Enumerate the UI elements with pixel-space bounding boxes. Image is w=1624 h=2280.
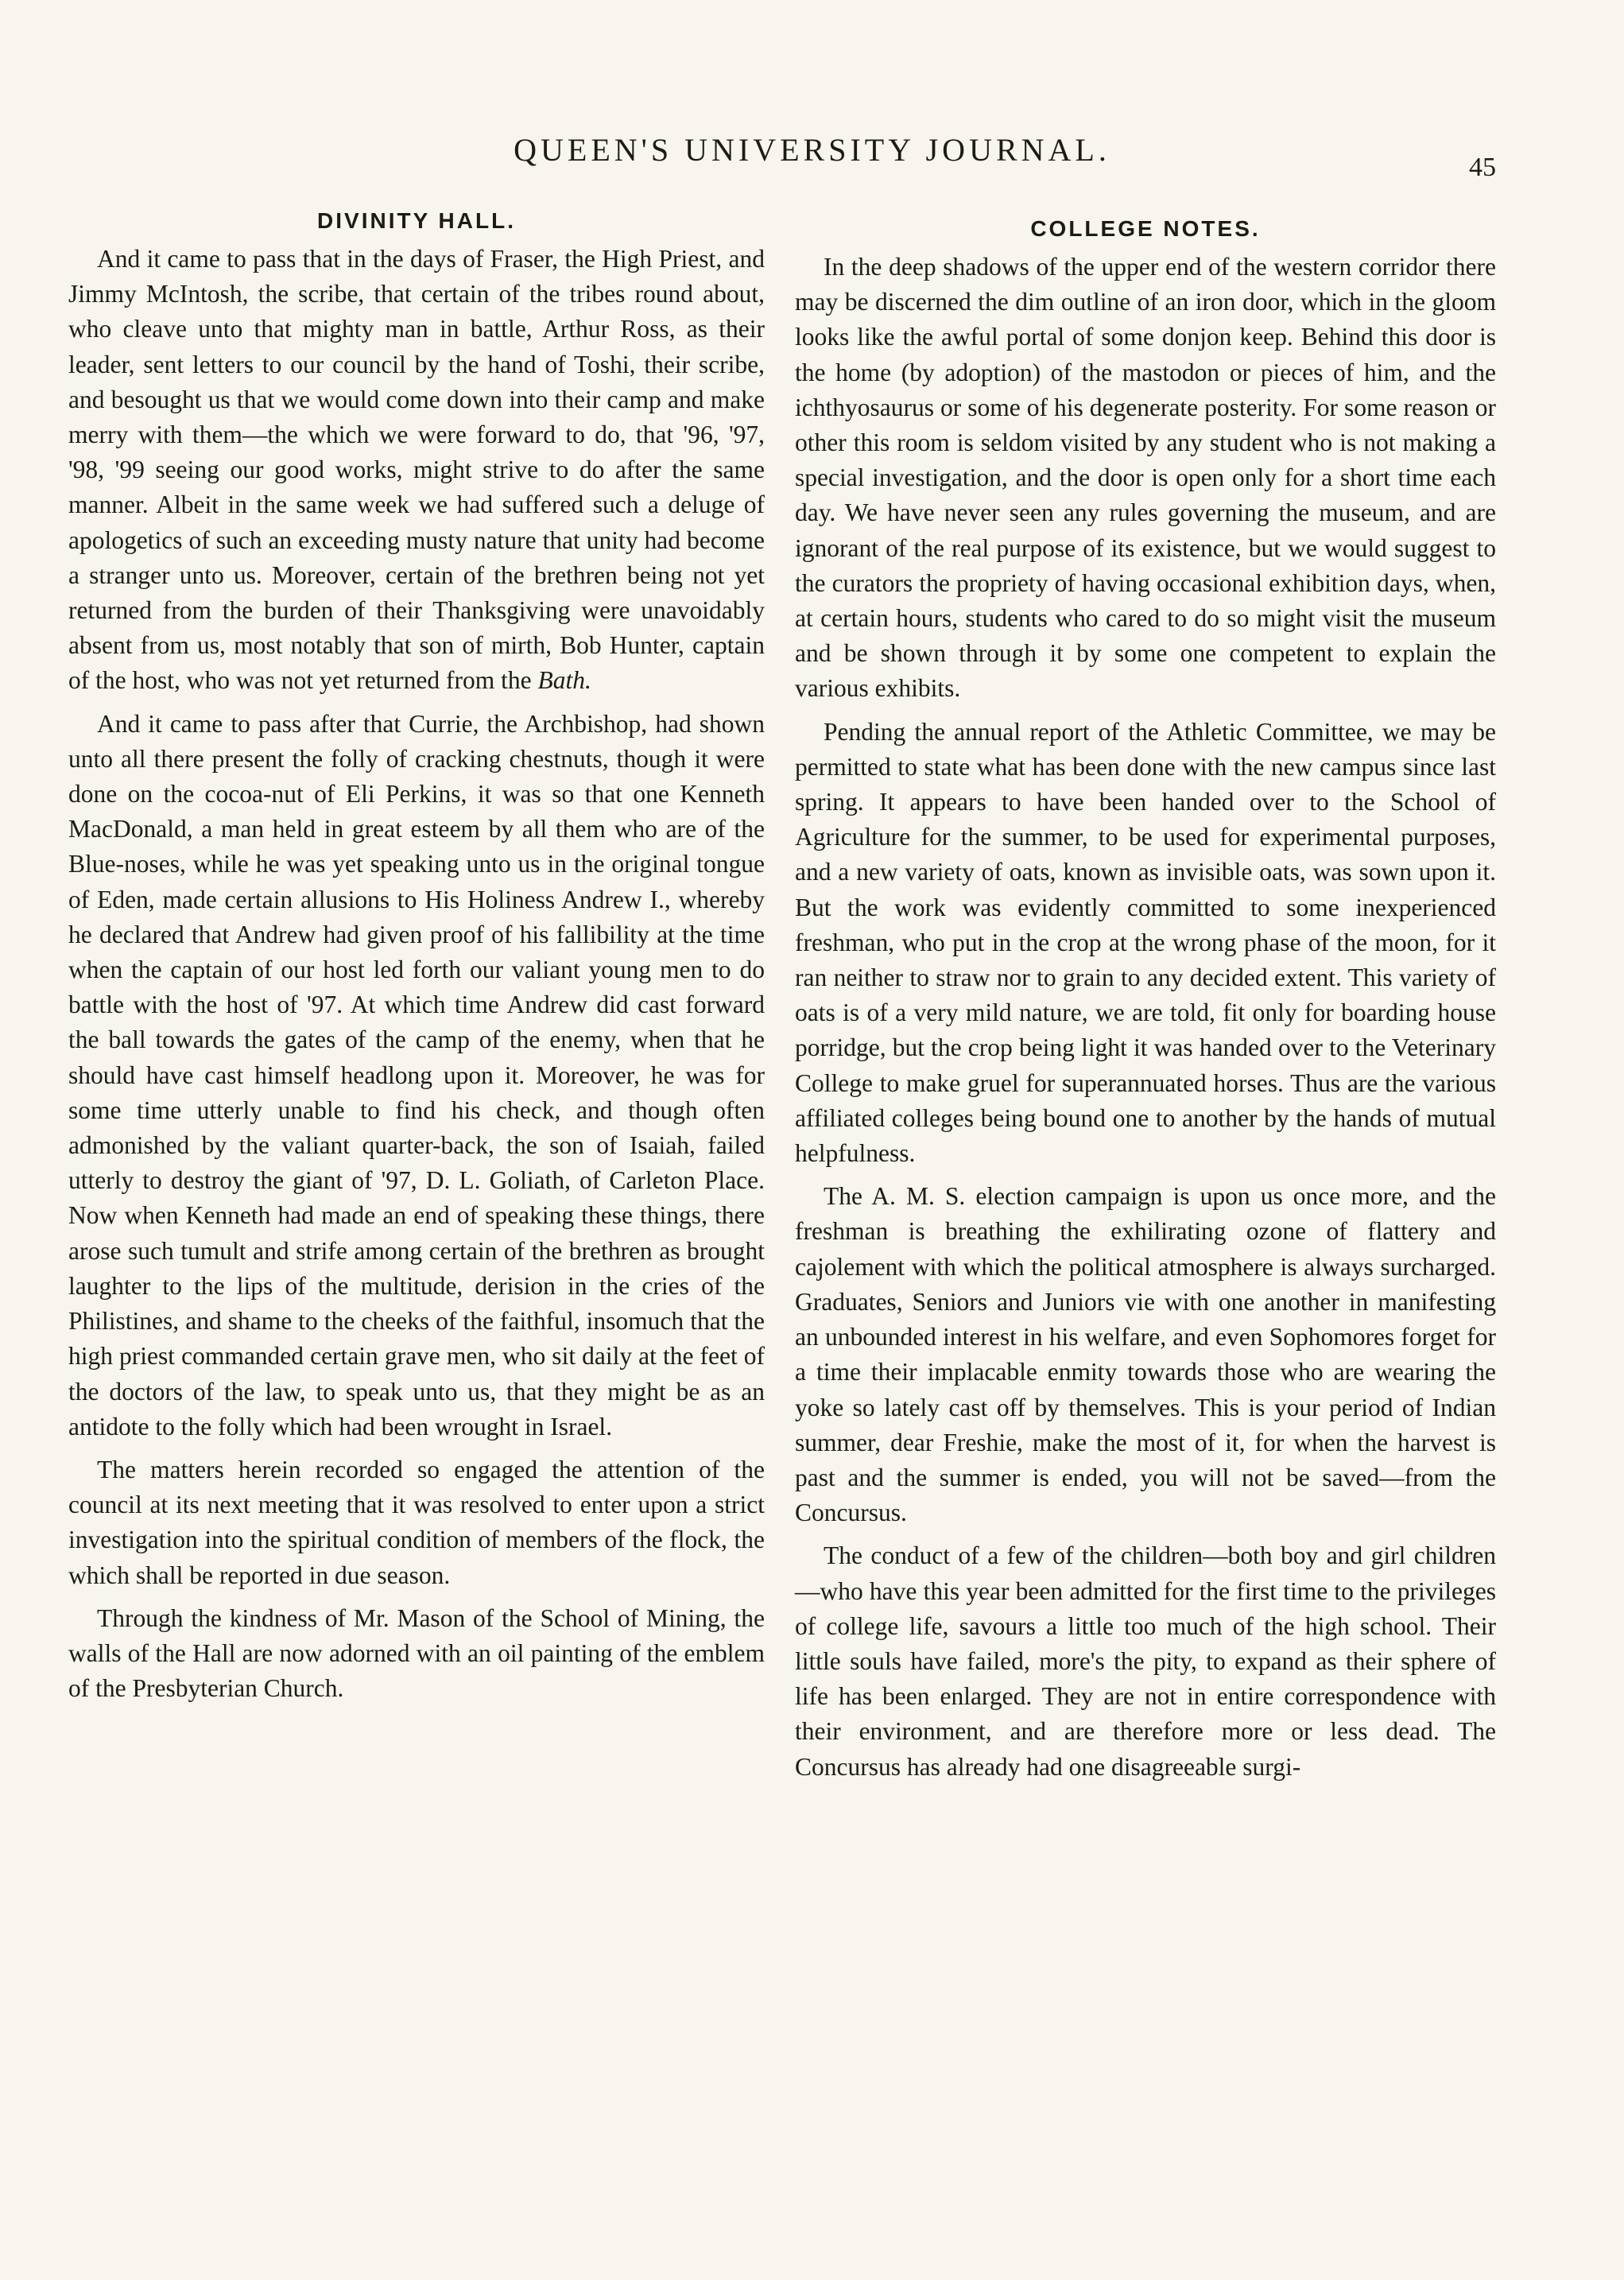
section-heading-divinity-hall: DIVINITY HALL. xyxy=(317,208,516,233)
page-number: 45 xyxy=(1469,153,1496,182)
paragraph xyxy=(68,242,765,699)
paragraph: And it came to pass after that Currie, the Archbishop, had shown unto all there present the folly of cracking chestnuts, though it were done on the cocoa-nut of Eli Perkins, it was so that one Kenneth MacDonald, a man held in great esteem by all them who are of the Blue-noses, while he was yet speaking unto us in the original tongue of Eden, made certain allusions to His Holiness Andrew I., whereby he declared that Andrew had given proof of his fallibility at the time when the captain of our host led forth our valiant young men to do battle with the host of '97. At which time Andrew did cast forward the ball towards the gates of the camp of the enemy, when that he should have cast himself headlong upon it. Moreover, he was for some time utterly unable to find his check, and though often admonished by the valiant quarter-back, the son of Isaiah, failed utterly to destroy the giant of '97, D. L. Goliath, of Carleton Place. Now when Kenneth had made an end of speaking these things, there arose such tumult and strife among certain of the brethren as brought laughter to the lips of the multitude, derision in the cries of the Philistines, and shame to the cheeks of the faithful, insomuch that the high priest commanded certain grave men, who sit daily at the feet of the doctors of the law, to speak unto us, that they might be as an antidote to the folly which had been wrought in Israel. xyxy=(68,709,765,1441)
paragraph: The conduct of a few of the children—both boy and girl children—who have this year been admitted for the first time to the privileges of college life, savours a little too much of the high school. Their little souls have failed, more's the pity, to expand as their sphere of life has been enlarged. They are not in entire correspondence with their environment, and are therefore more or less dead. The Concursus has already had one disagreeable surgi- xyxy=(795,1541,1496,1781)
paragraph: Through the kindness of Mr. Mason of the School of Mining, the walls of the Hall are now adorned with an oil painting of the emblem of the Presbyterian Church. xyxy=(68,1603,765,1703)
paragraph: Pending the annual report of the Athletic Committee, we may be permitted to state what has been done with the new campus since last spring. It appears to have been handed over to the School of Agriculture for the summer, to be used for experimental purposes, and a new variety of oats, known as invisible oats, was sown upon it. But the work was evidently committed to some inexperienced freshman, who put in the crop at the wrong phase of the moon, for it ran neither to straw nor to grain to any decided extent. This variety of oats is of a very mild nature, we are told, fit only for boarding house porridge, but the crop being light it was handed over to the Veterinary College to make gruel for superannuated horses. Thus are the various affiliated colleges being bound one to another by the hands of mutual helpfulness. xyxy=(795,717,1496,1168)
paragraph: The matters herein recorded so engaged the attention of the council at its next meeting that it was resolved to enter upon a strict investigation into the spiritual condition of members of the flock, the which shall be reported in due season. xyxy=(68,1455,765,1589)
left-column xyxy=(68,205,765,1714)
paragraph-text: And it came to pass that in the days of Fraser, the High Priest, and Jimmy McIntosh, the scribe, that certain of the tribes round about, who cleave unto that mighty man in battle, Arthur Ross, as their leader, sent letters to our council by the hand of Toshi, their scribe, and besought us that we would come down into their camp and make merry with them—the which we were forward to do, that '96, '97, '98, '99 seeing our good works, might strive to do after the same manner. Albeit in the same week we had suffered such a deluge of apologetics of such an exceeding musty nature that unity had become a stranger unto us. Moreover, certain of the brethren being not yet returned from the burden of their Thanksgiving were unavoidably absent from us, most notably that son of mirth, Bob Hunter, captain of the host, who was not yet returned from the xyxy=(68,245,765,695)
running-head: QUEEN'S UNIVERSITY JOURNAL. xyxy=(514,132,1110,168)
paragraph: In the deep shadows of the upper end of the western corridor there may be discerned the dim outline of an iron door, which in the gloom looks like the awful portal of some donjon keep. Behind this door is the home (by adoption) of the mastodon or pieces of him, and the ichthyosaurus or some of his degenerate posterity. For some reason or other this room is seldom visited by any student who is not making a special investigation, and the door is open only for a short time each day. We have never seen any rules governing the museum, and are ignorant of the real purpose of its existence, but we would suggest to the curators the propriety of having occasional exhibition days, when, at certain hours, students who cared to do so might visit the museum and be shown through it by some one competent to explain the various exhibits. xyxy=(795,253,1496,703)
italic-word: Bath. xyxy=(537,666,591,695)
paragraph: The A. M. S. election campaign is upon us once more, and the freshman is breathing the exhilirating ozone of flattery and cajolement with which the political atmosphere is always surcharged. Graduates, Seniors and Juniors vie with one another in manifesting an unbounded interest in his welfare, and even Sophomores forget for a time their implacable enmity towards those who are wearing the yoke so lately cast off by themselves. This is your period of Indian summer, dear Freshie, make the most of it, for when the harvest is past and the summer is ended, you will not be saved—from the Concursus. xyxy=(795,1182,1496,1527)
section-heading-college-notes: COLLEGE NOTES. xyxy=(1030,216,1261,241)
right-column xyxy=(795,205,1496,1793)
